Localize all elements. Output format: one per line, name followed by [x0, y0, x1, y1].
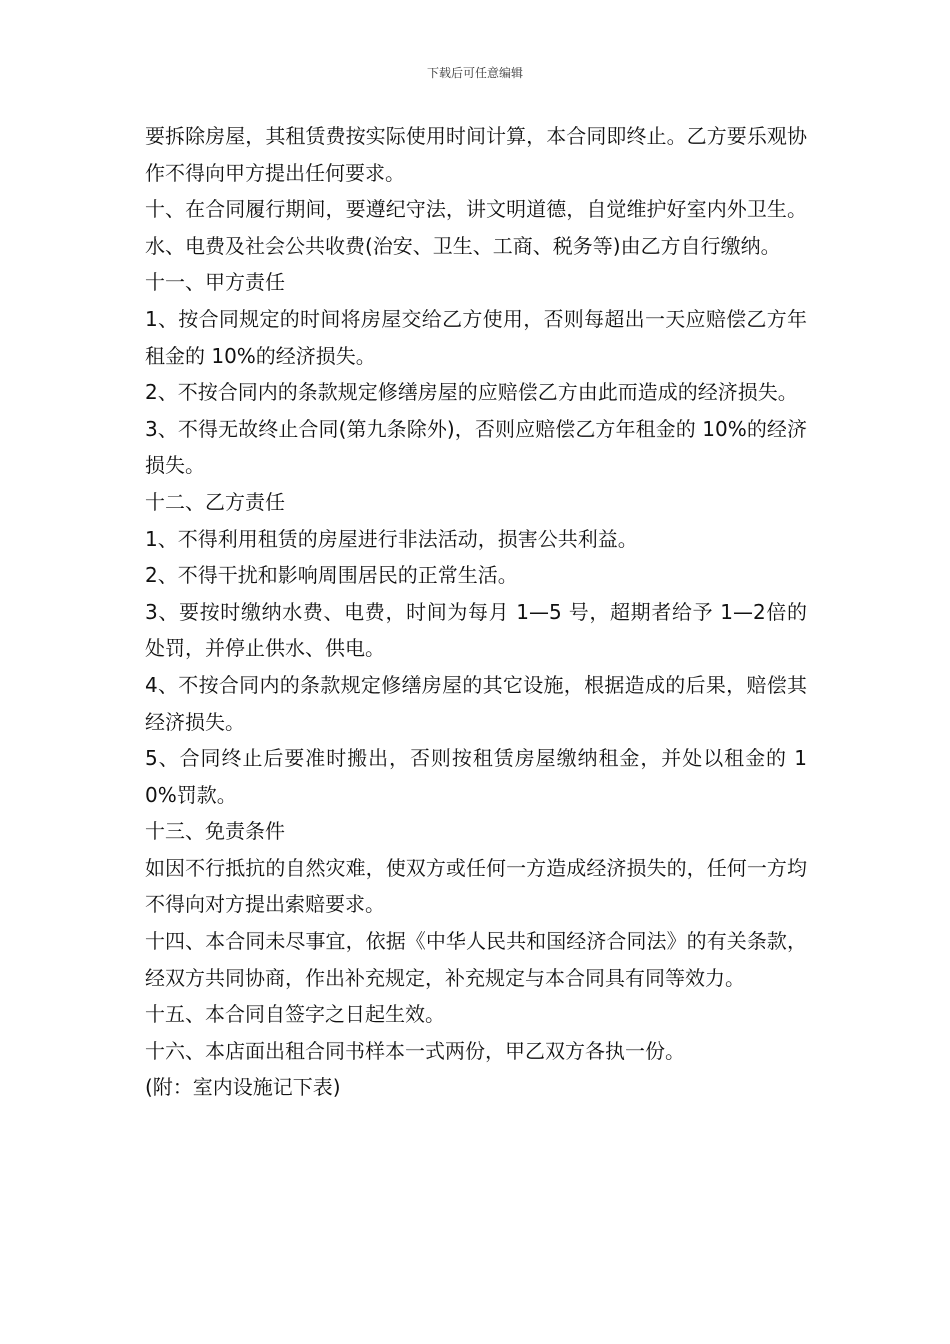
- paragraph-party-b-item-4: 4、不按合同内的条款规定修缮房屋的其它设施，根据造成的后果，赔偿其经济损失。: [145, 672, 807, 734]
- paragraph-party-b-item-3: 3、要按时缴纳水费、电费，时间为每月 1—5 号，超期者给予 1—2倍的处罚，并停止供水、供电。: [145, 599, 807, 661]
- paragraph-clause-16: 十六、本店面出租合同书样本一式两份，甲乙双方各执一份。: [145, 1038, 685, 1063]
- paragraph-exemption: 如因不行抵抗的自然灾难，使双方或任何一方造成经济损失的，任何一方均不得向对方提出索赔要求。: [145, 855, 807, 917]
- paragraph-party-a-item-2: 2、不按合同内的条款规定修缮房屋的应赔偿乙方由此而造成的经济损失。: [145, 380, 798, 405]
- paragraph-party-b-item-1: 1、不得利用租赁的房屋进行非法活动，损害公共利益。: [145, 526, 638, 551]
- paragraph-party-a-item-1: 1、按合同规定的时间将房屋交给乙方使用，否则每超出一天应赔偿乙方年租金的 10%的经济损失。: [145, 306, 807, 368]
- paragraph-clause-14: 十四、本合同未尽事宜，依据《中华人民共和国经济合同法》的有关条款，经双方共同协商，作出补充规定，补充规定与本合同具有同等效力。: [145, 929, 807, 990]
- paragraph-appendix-note: (附：室内设施记下表): [145, 1075, 341, 1100]
- heading-exemption: 十三、免责条件: [145, 819, 285, 844]
- paragraph-rent-termination: 要拆除房屋，其租赁费按实际使用时间计算，本合同即终止。乙方要乐观协作不得向甲方提出任何要求。: [145, 124, 807, 185]
- paragraph-party-b-item-5: 5、合同终止后要准时搬出，否则按租赁房屋缴纳租金，并处以租金的 10%罚款。: [145, 746, 807, 807]
- paragraph-clause-15: 十五、本合同自签字之日起生效。: [145, 1002, 445, 1027]
- paragraph-party-b-item-2: 2、不得干扰和影响周围居民的正常生活。: [145, 563, 518, 588]
- heading-party-b-duties: 十二、乙方责任: [145, 489, 285, 514]
- heading-party-a-duties: 十一、甲方责任: [145, 270, 285, 295]
- paragraph-clause-10: 十、在合同履行期间，要遵纪守法，讲文明道德，自觉维护好室内外卫生。水、电费及社会公共收费(治安、卫生、工商、税务等)由乙方自行缴纳。: [145, 197, 807, 258]
- paragraph-party-a-item-3: 3、不得无故终止合同(第九条除外)，否则应赔偿乙方年租金的 10%的经济损失。: [145, 416, 807, 478]
- document-body: [145, 118, 807, 1106]
- page-header: 下载后可任意编辑: [426, 66, 523, 80]
